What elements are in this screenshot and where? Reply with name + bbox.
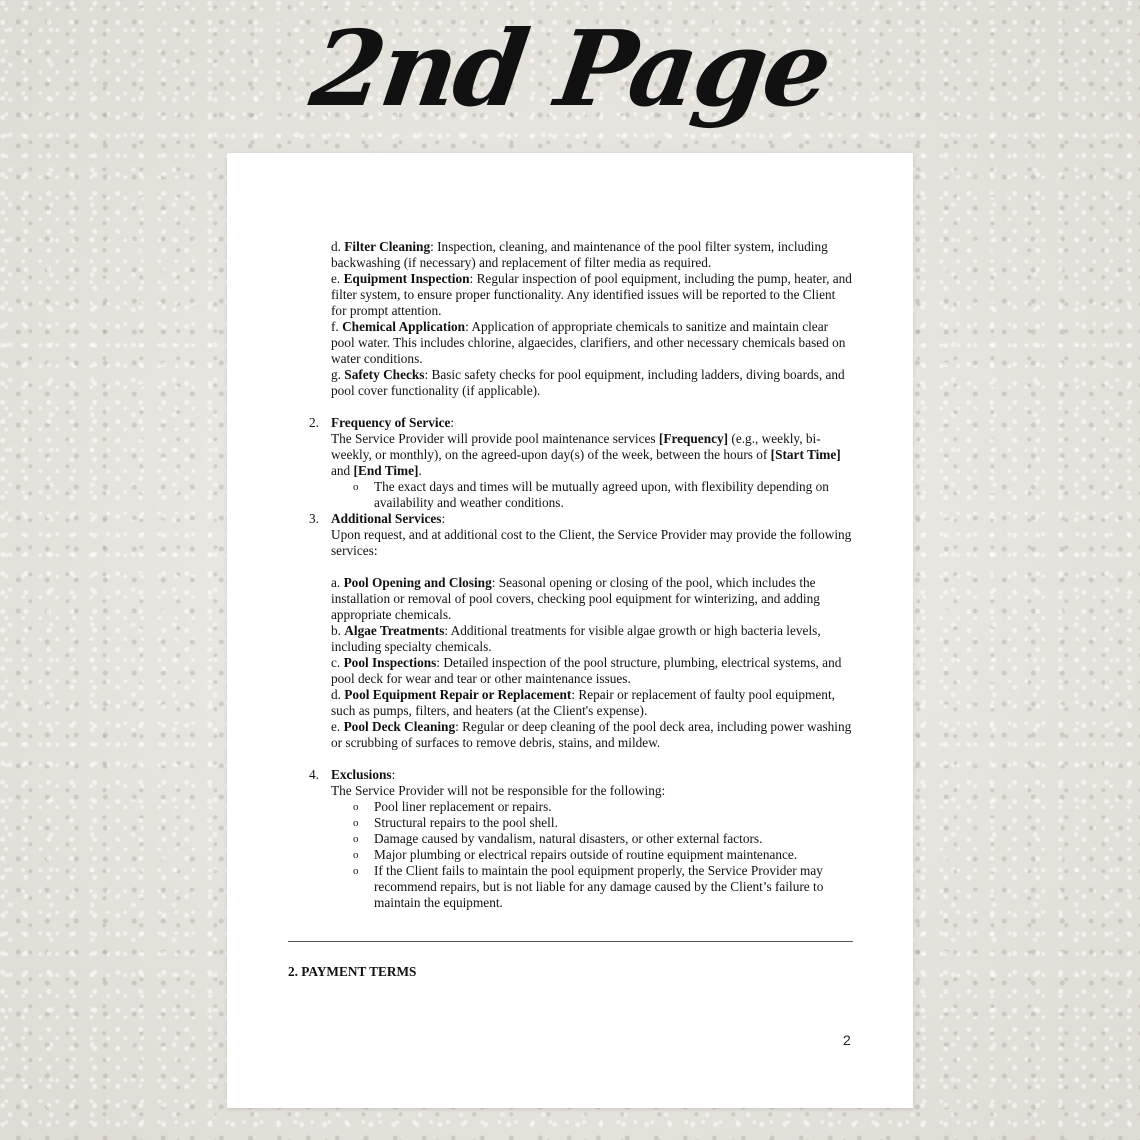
- service-item-pool-inspections: c. Pool Inspections: Detailed inspection of the pool structure, plumbing, electrical systems, and pool deck for wear and tear or other maintenance issues.: [331, 655, 842, 686]
- item-term: Chemical Application: [342, 319, 466, 334]
- item-term: Algae Treatments: [344, 623, 445, 638]
- document-page: [227, 153, 913, 1108]
- bullet-marker: o: [353, 849, 359, 861]
- bullet-marker: o: [353, 833, 359, 845]
- item-term: Equipment Inspection: [343, 271, 470, 286]
- service-item-algae-treatments: b. Algae Treatments: Additional treatments for visible algae growth or high bacteria levels, including specialty chemicals.: [331, 623, 821, 654]
- document-body: [309, 239, 852, 911]
- bullet-marker: o: [353, 481, 359, 493]
- section-title: Frequency of Service:: [331, 415, 455, 430]
- service-item-filter-cleaning: d. Filter Cleaning: Inspection, cleaning, and maintenance of the pool filter system, including backwashing (if necessary) and replacement of filter media as required.: [331, 239, 828, 270]
- section-frequency-of-service: [309, 415, 852, 511]
- item-term: Safety Checks: [344, 367, 425, 382]
- service-item-chemical-application: f. Chemical Application: Application of appropriate chemicals to sanitize and maintain clear pool water. This includes chlorine, algaecides, clarifiers, and other necessary chemicals based on water conditions.: [331, 319, 846, 366]
- page-heading: 2nd Page: [304, 7, 837, 130]
- item-term: Pool Opening and Closing: [343, 575, 492, 590]
- section-title: Exclusions:: [331, 767, 396, 782]
- page-number: 2: [843, 1032, 851, 1048]
- service-item-equipment-repair: d. Pool Equipment Repair or Replacement: Repair or replacement of faulty pool equipment, such as pumps, filters, and heaters (at the Client's expense).: [331, 687, 835, 718]
- service-item-pool-opening-closing: a. Pool Opening and Closing: Seasonal opening or closing of the pool, which includes the installation or removal of pool covers, checking pool equipment for winterizing, and adding appropriate chemicals.: [331, 575, 820, 622]
- item-term: Filter Cleaning: [344, 239, 431, 254]
- service-item-equipment-inspection: e. Equipment Inspection: Regular inspection of pool equipment, including the pump, heater, and filter system, to ensure proper functionality. Any identified issues will be reported to the Client for prompt attention.: [331, 271, 852, 318]
- bullet-item: o Major plumbing or electrical repairs outside of routine equipment maintenance.: [353, 847, 798, 862]
- item-term: Pool Inspections: [343, 655, 437, 670]
- bullet-item: o The exact days and times will be mutually agreed upon, with flexibility depending on availability and weather conditions.: [353, 479, 829, 510]
- bullet-item: o Structural repairs to the pool shell.: [353, 815, 558, 830]
- section-intro: The Service Provider will not be responsible for the following:: [331, 783, 666, 798]
- section-title: Additional Services:: [331, 511, 446, 526]
- section-intro: Upon request, and at additional cost to the Client, the Service Provider may provide the following services:: [331, 527, 852, 558]
- bullet-marker: o: [353, 865, 359, 877]
- section-number: 3.: [309, 511, 319, 526]
- section-number: 2.: [309, 415, 319, 430]
- item-term: Pool Equipment Repair or Replacement: [344, 687, 572, 702]
- bullet-item: o Pool liner replacement or repairs.: [353, 799, 552, 814]
- service-item-safety-checks: g. Safety Checks: Basic safety checks for pool equipment, including ladders, diving boards, and pool cover functionality (if applicable).: [331, 367, 845, 398]
- bullet-marker: o: [353, 817, 359, 829]
- service-item-deck-cleaning: e. Pool Deck Cleaning: Regular or deep cleaning of the pool deck area, including power washing or scrubbing of surfaces to remove debris, stains, and mildew.: [331, 719, 852, 750]
- section-body: The Service Provider will provide pool maintenance services [Frequency] (e.g., weekly, bi-weekly, or monthly), on the agreed-upon day(s) of the week, between the hours of [Start Time] and [End Time].: [331, 431, 841, 478]
- services-list-continued: [331, 239, 852, 399]
- section-number: 4.: [309, 767, 319, 782]
- item-term: Pool Deck Cleaning: [343, 719, 456, 734]
- section-additional-services: [309, 511, 852, 751]
- bullet-item: o If the Client fails to maintain the pool equipment properly, the Service Provider may recommend repairs, but is not liable for any damage caused by the Client’s failure to maintain the equipment.: [353, 863, 824, 910]
- payment-terms-heading: 2. PAYMENT TERMS: [288, 964, 417, 979]
- section-divider: [288, 941, 853, 942]
- bullet-item: o Damage caused by vandalism, natural disasters, or other external factors.: [353, 831, 763, 846]
- section-exclusions: [309, 767, 852, 911]
- bullet-marker: o: [353, 801, 359, 813]
